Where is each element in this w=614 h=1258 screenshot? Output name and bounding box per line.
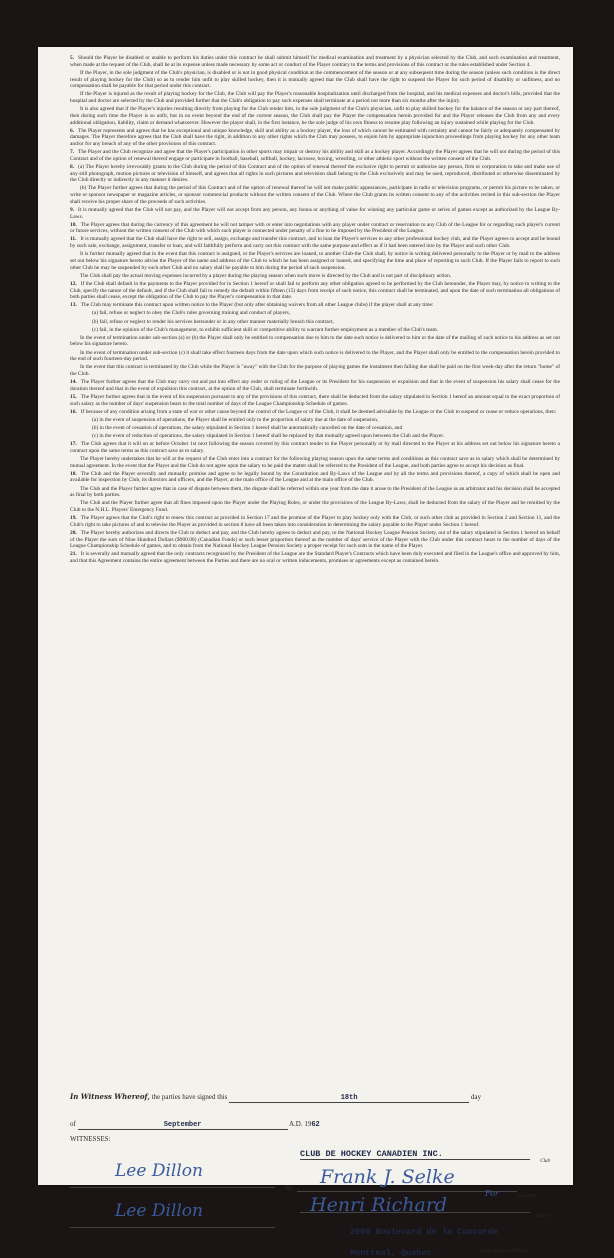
contract-paragraph bbox=[70, 327, 560, 334]
section-text: Should the Player be disabled or unable to perform his duties under this contract he shall submit himself for medical examination and treatment by a physician selected by the Club, and such examination and treatment, when made at the request of the Club, shall be at its expense unless made necessary by some act or conduct of the Player contrary to the terms and provisions of this contract or the rules established under Section 4. bbox=[70, 55, 560, 68]
section-number: 10. bbox=[70, 221, 77, 228]
contract-paragraph bbox=[70, 281, 560, 301]
section-text: The Club and the Player further agree that in case of dispute between them, the dispute shall be referred within one year from the date it arose to the President of the League as an arbitrator and his decision shall be accepted as final by both parties. bbox=[70, 485, 560, 499]
president-label: President bbox=[517, 1194, 536, 1199]
president-signature: Frank J. Selke bbox=[320, 1166, 455, 1188]
section-text: The Club and the Player severally and mutually promise and agree to be legally bound by the Constitution and By-Laws of the League and by all the terms and provisions thereof, a copy of which shall be open and available for inspection by Club, its directors and officers, and the Player, at the main office of the League and at the main office of the Club. bbox=[70, 470, 560, 484]
by-label: By bbox=[285, 1184, 294, 1192]
contract-paragraph bbox=[70, 55, 560, 68]
contract-paragraph bbox=[70, 433, 560, 440]
contract-paragraph bbox=[70, 379, 560, 392]
contract-paragraph bbox=[70, 273, 560, 280]
section-number: 11. bbox=[70, 236, 77, 243]
contract-paragraph bbox=[70, 471, 560, 484]
address-street: 2000 Boulevard de la Concorde bbox=[350, 1227, 498, 1237]
section-number: 15. bbox=[70, 393, 77, 400]
section-text: (a) in the event of suspension of operations, the Player shall be entitled only to the proportion of salary due at the date of suspension, bbox=[92, 416, 379, 423]
contract-paragraph bbox=[70, 417, 560, 424]
contract-paragraph bbox=[70, 364, 560, 377]
contract-paragraph bbox=[70, 425, 560, 432]
section-text: (c) fail, in the opinion of the Club's management, to exhibit sufficient skill or competitive ability to warrant further employment as a member of the Club's team. bbox=[92, 326, 439, 333]
player-signature: Henri Richard bbox=[310, 1194, 448, 1216]
contract-paragraph bbox=[70, 350, 560, 363]
section-number: 16. bbox=[70, 408, 77, 415]
section-text: (a) The Player hereby irrevocably grants to the Club during the period of this Contract and of the option of renewal thereof the exclusive right to permit or authorize any person, firm or corporation to take and make use of any still photograph, motion pictures or television of himself, and agrees that all rights in such pictures and television shall belong to the Club exclusively and may be used, reproduced, distributed or otherwise disseminated by the Club directly or indirectly in any manner it desires. bbox=[70, 163, 560, 184]
contract-page bbox=[38, 47, 573, 1258]
section-text: In the event that this contract is terminated by the Club while the Player is "away" with the Club for the purpose of playing games the instalment then falling due shall be paid on the first week-day after the return "home" of the Club. bbox=[70, 364, 560, 378]
witnesses-label: WITNESSES: bbox=[70, 1135, 111, 1143]
section-text: In the event of termination under sub-section (c) it shall take effect fourteen days from the date upon which such notice is delivered to the Player, and the Player shall only be entitled to the compensation herein provided to the end of such fourteen-day period. bbox=[70, 349, 560, 363]
address-line-1 bbox=[350, 1227, 560, 1237]
contract-paragraph bbox=[70, 551, 560, 564]
section-number: 20. bbox=[70, 529, 77, 536]
contract-paragraph bbox=[70, 486, 560, 499]
section-text: It is severally and mutually agreed that the only contracts recognized by the President of the League are the Standard Player's Contracts which have been duly executed and filed in the League's office and approved by him, and that this Agreement contains the entire agreement between the Parties and there are no oral or written inducements, promises or agreements except as contained herein. bbox=[70, 551, 560, 565]
contract-body bbox=[70, 55, 560, 566]
contract-paragraph bbox=[70, 310, 560, 317]
day-value: 18th bbox=[340, 1094, 358, 1102]
contract-paragraph bbox=[70, 319, 560, 326]
section-text: The Player further agrees that in the event of his suspension pursuant to any of the provisions of this contract, there shall be deducted from the salary stipulated in Section 1 hereof an amount equal to the exact proportion of such salary as the number of days' suspension bears to the total number of days of the League Championship Schedule of games. bbox=[70, 393, 560, 407]
section-text: The Player hereby authorizes and directs the Club to deduct and pay, and the Club hereby agrees to deduct and pay, to the National Hockey League Pension Society, out of the salary stipulated in Section 1 hereof on behalf of the Player the sum of Nine Hundred Dollars ($900.00) (Canadian Funds) or such lesser proportion thereof as the number of days' service of the Player with the Club under this contract bears to the number of days of the League Championship Schedule of games, and to obtain from the National Hockey League Pension Society a proper receipt for such sum in the name of the Player. bbox=[70, 529, 560, 550]
contract-paragraph bbox=[70, 185, 560, 205]
contract-paragraph bbox=[70, 236, 560, 249]
club-label: Club bbox=[540, 1159, 550, 1164]
club-name-line bbox=[300, 1149, 560, 1164]
month-value: September bbox=[163, 1121, 202, 1129]
section-text: If because of any condition arising from a state of war or other cause beyond the control of the League or of the Club, it shall be deemed advisable by the League or the Club to suspend or cease or reduce operations, then: bbox=[80, 408, 557, 415]
section-text: The Player agrees that the Club's right to renew this contract as provided in Section 17 and the promise of the Player to play hockey only with the Club, or such other club as provided in Section 2 and Section 11, and the Club's right to take pictures of and to televise the Player as provided in section 8 have all been taken into consideration in determining the salary payable to the Player under Section 1 hereof. bbox=[70, 515, 560, 528]
section-number: 17. bbox=[70, 441, 77, 448]
contract-paragraph bbox=[70, 251, 560, 271]
section-text: In the event of termination under sub-section (a) or (b) the Player shall only be entitled to compensation due to him to the date such notice is delivered to him or the date of the mailing of such notice to his address as set out below his signature hereto. bbox=[70, 334, 560, 348]
president-signature-line bbox=[285, 1166, 560, 1199]
witness-lead: In Witness Whereof, bbox=[70, 1092, 150, 1101]
section-text: The Club may terminate this contract upon written notice to the Player (but only after obtaining waivers from all other League clubs) if the player shall at any time: bbox=[80, 302, 434, 309]
section-number: 13. bbox=[70, 302, 77, 309]
section-text: The Player represents and agrees that he has exceptional and unique knowledge, skill and ability as a hockey player, the loss of which cannot be estimated with certainty and cannot be fairly or adequately compensated by damages. The Player therefore agrees that the Club shall have the right, in addition to any other rights which the Club may possess, to enjoin him by appropriate injunction proceedings from playing hockey for any other team and/or for any breach of any of the other provisions of this contract. bbox=[70, 127, 560, 147]
section-text: (b) fail, refuse or neglect to render his services hereunder or in any other manner materially breach this contract, bbox=[92, 318, 334, 325]
for-label: For bbox=[485, 1189, 499, 1198]
witness-signature-2: Lee Dillon bbox=[115, 1201, 203, 1221]
section-text: It is also agreed that if the Player's injuries resulting directly from playing for the Club render him, in the sole judgment of the Club's physician, unfit to play skilled hockey for the balance of the season or any part thereof, then during such time the Player is so unfit, but in no event beyond the end of the current season, the Club shall pay the Player the compensation herein provided for and the Player releases the Club from any and every additional obligation, liability, claim or demand whatsoever. However the player shall, in the first instance, be the sole judge of his own fitness to resume play following an injury sustained while playing for the Club. bbox=[70, 106, 560, 126]
contract-paragraph bbox=[70, 70, 560, 90]
section-text: It is further mutually agreed that in the event that this contract is assigned, or the Player's services are loaned, to another Club-the Club shall, by notice in writing delivered personally to the Player or by mail to the address set out below his signature hereto advise the Player of the name and address of the Club to which he has been assigned or loaned, and specifying the time and place of reporting to such Club. If the Player fails to report to such other Club he may be suspended by such other Club and no salary shall be payable to him during the period of such suspension. bbox=[70, 251, 560, 271]
contract-paragraph bbox=[70, 164, 560, 184]
contract-paragraph bbox=[70, 335, 560, 348]
section-text: If the Club shall default in the payments to the Player provided for in Section 1 hereof or shall fail to perform any other obligation agreed to be performed by the Club hereunder, the Player may, by notice in writing to the Club, specify the nature of the default, and if the Club shall fail to remedy the default within fifteen (15) days from receipt of such notice, this contract shall be terminated, and upon the date of such termination all obligations of both parties shall cease, except the obligation of the Club to pay the Player's compensation to that date. bbox=[70, 280, 560, 301]
player-label: Player bbox=[536, 1214, 550, 1219]
contract-paragraph bbox=[70, 91, 560, 104]
section-number: 14. bbox=[70, 379, 77, 386]
section-number: 5. bbox=[70, 55, 75, 61]
contract-paragraph bbox=[70, 515, 560, 528]
contract-paragraph bbox=[70, 441, 560, 454]
address-line-2 bbox=[350, 1248, 560, 1258]
section-text: It is mutually agreed that the Club will not pay, and the Player will not accept from any person, any bonus or anything of value for winning any particular game or series of games except as authorized by the League By-Laws. bbox=[70, 206, 560, 220]
section-text: The Player hereby undertakes that he will at the request of the Club enter into a contract for the following playing season upon the same terms and conditions as this contract save as to salary which shall be determined by mutual agreement. In the event that the Player and the Club do not agree upon the salary to be paid the matter shall be referred to the President of the League, and both parties agree to accept his decision as final. bbox=[70, 455, 560, 469]
section-text: The Club shall pay the actual moving expenses incurred by a player during the playing season when such move is directed by the Club and is not part of disciplinary action. bbox=[80, 272, 452, 279]
contract-paragraph bbox=[70, 394, 560, 407]
address-city: Montreal, Quebec. bbox=[350, 1248, 437, 1258]
section-text: The Club and the Player further agree that all fines imposed upon the Player under the Playing Rules, or under the provisions of the League By-Laws, shall be deducted from the salary of the Player and be remitted by the Club to the N.H.L. Players' Emergency Fund. bbox=[70, 500, 560, 513]
section-number: 8. bbox=[70, 163, 75, 170]
contract-paragraph bbox=[70, 456, 560, 469]
section-text: If the Player, in the sole judgment of the Club's physician, is disabled or is not in good physical condition at the commencement of the season or at any subsequent time during the season (unless such condition is the direct result of playing hockey for the Club) so as to render him unfit to play skilled hockey, then it is mutually agreed that the Club shall have the right to suspend the Player for such period of disability or unfitness, and no compensation shall be payable for that period under this contract. bbox=[70, 69, 560, 90]
section-number: 21. bbox=[70, 551, 77, 558]
contract-paragraph bbox=[70, 302, 560, 309]
witness-signature-1: Lee Dillon bbox=[115, 1161, 203, 1181]
section-text: (c) in the event of reduction of operations, the salary stipulated in Section 1 hereof shall be replaced by that mutually agreed upon between the Club and the Player. bbox=[92, 433, 445, 440]
section-number: 12. bbox=[70, 280, 77, 287]
address-label: Home Address of Player bbox=[480, 1249, 529, 1254]
contract-paragraph bbox=[70, 409, 560, 416]
section-number: 9. bbox=[70, 206, 75, 213]
contract-paragraph bbox=[70, 149, 560, 162]
contract-paragraph bbox=[70, 500, 560, 513]
date-line bbox=[70, 1120, 560, 1130]
contract-paragraph bbox=[70, 128, 560, 148]
section-text: (a) fail, refuse or neglect to obey the Club's rules governing training and conduct of players, bbox=[92, 310, 291, 317]
section-number: 19. bbox=[70, 515, 77, 522]
section-text: It is mutually agreed that the Club shall have the right to sell, assign, exchange and transfer this contract, and to loan the Player's services to any other professional hockey club, and the Player agrees to accept and be bound by such sale, exchange, assignment, transfer or loan, and will faithfully perform and carry out this contract with the same purpose and effect as if it had been entered into by the Player and such other Club. bbox=[70, 236, 560, 250]
section-number: 18. bbox=[70, 470, 77, 477]
section-text: The Player agrees that during the currency of this agreement he will not tamper with or enter into negotiations with any player under contract or reservation to any Club of the League for or regarding such player's current or future services, without the written consent of the Club with which such player is connected under penalty of a fine to be imposed by the President of the League. bbox=[70, 221, 560, 235]
contract-paragraph bbox=[70, 530, 560, 550]
witness-signature-line-1 bbox=[70, 1159, 275, 1188]
club-name: CLUB DE HOCKEY CANADIEN INC. bbox=[300, 1149, 443, 1159]
of-label: of bbox=[70, 1120, 76, 1128]
section-text: If the Player is injured as the result of playing hockey for the Club, the Club will pay the Player's reasonable hospitalization until discharged from the hospital, and his medical expenses and doctor's bills, provided that the hospital and doctor are selected by the Club and provided further that the Club's obligation to pay such expenses shall terminate at a period not more than six months after the injury. bbox=[70, 91, 560, 104]
year-value: 62 bbox=[311, 1121, 320, 1129]
section-number: 7. bbox=[70, 149, 75, 156]
section-text: The Player and the Club recognize and agree that the Player's participation in other sports may impair or destroy his ability and skill as a hockey player. Accordingly the Player agrees that he will not during the period of this Contract and of the option of renewal thereof engage or participate in football, baseball, softball, hockey, lacrosse, boxing, wrestling, or other athletic sport without the written consent of the Club. bbox=[70, 149, 560, 162]
section-text: The Player further agrees that the Club may carry out and put into effect any order or ruling of the League or its President for his suspension or expulsion and that in the event of suspension his salary shall cease for the duration thereof and that in the event of expulsion this contract, at the option of the Club, shall terminate forthwith. bbox=[70, 379, 560, 392]
section-text: The Club agrees that it will on or before October 1st next following the season covered by this contract tender to the Player personally or by mail directed to the Player at his address set out below his signature hereto a contract upon the same terms as this contract save as to salary. bbox=[70, 441, 560, 454]
contract-paragraph bbox=[70, 222, 560, 235]
witness-signature-line-2 bbox=[70, 1199, 275, 1228]
witness-text: the parties have signed this bbox=[151, 1093, 228, 1101]
section-text: (b) The Player further agrees that during the period of this Contract and of the option of renewal thereof he will not make public appearances, participate in radio or television programs, or permit his picture to be taken, or write or sponsor newspaper or magazine articles, or sponsor commercial products without the written consent of the Club. Where the Club grants its written consent to any of the activities recited in this sub-section the Player shall receive his proper share of the proceeds of such activities. bbox=[70, 185, 560, 205]
contract-paragraph bbox=[70, 106, 560, 126]
section-number: 6. bbox=[70, 127, 75, 134]
section-text: (b) in the event of cessation of operations, the salary stipulated in Section 1 hereof shall be automatically cancelled on the date of cessation, and bbox=[92, 424, 403, 431]
contract-paragraph bbox=[70, 207, 560, 220]
ad-label: A.D. 19 bbox=[288, 1120, 312, 1128]
day-label: day bbox=[470, 1093, 481, 1101]
witness-line bbox=[70, 1092, 560, 1103]
